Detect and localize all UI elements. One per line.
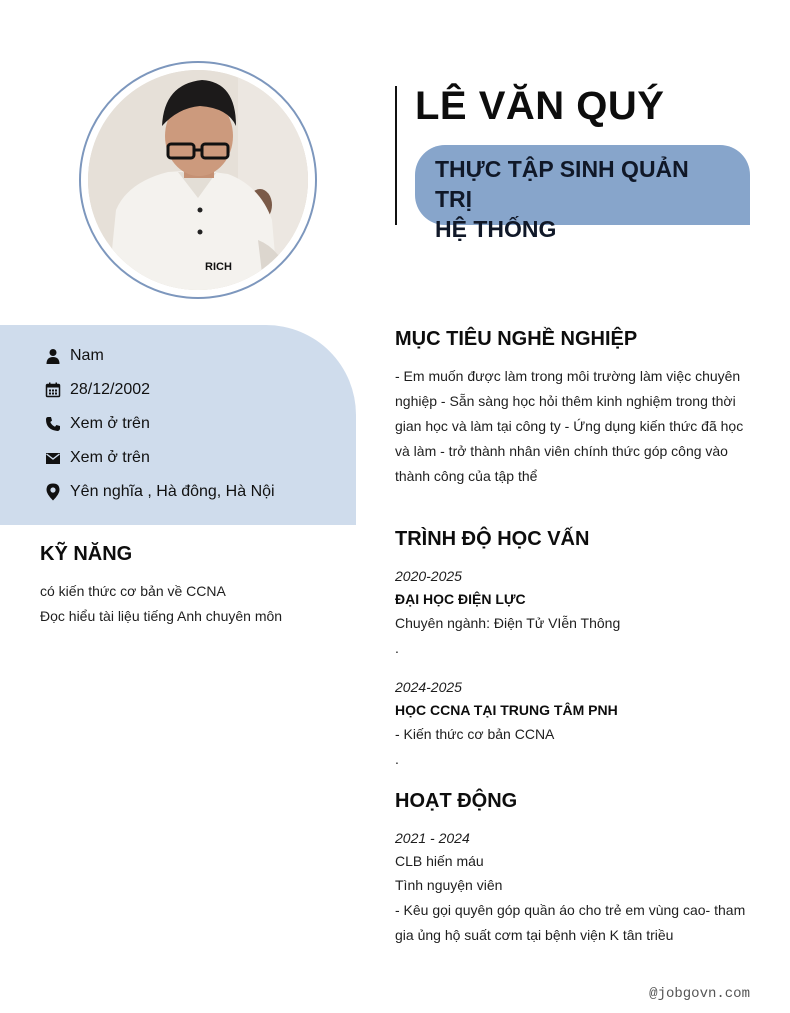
education-detail: - Kiến thức cơ bản CCNA — [395, 726, 555, 742]
address-text: Yên nghĩa , Hà đông, Hà Nội — [70, 483, 275, 500]
phone-icon — [44, 415, 62, 433]
person-icon — [44, 347, 62, 365]
birthday-text: 28/12/2002 — [70, 381, 151, 398]
skill-item: có kiến thức cơ bản về CCNA — [40, 583, 226, 599]
objective-line: nghiệp - Sẵn sàng học hỏi thêm kinh nghiệm trong thời — [395, 393, 736, 409]
location-pin-icon — [44, 483, 62, 501]
calendar-icon — [44, 381, 62, 399]
objective-line: gian học và làm tại công ty - Ứng dụng kiến thức đã học — [395, 418, 744, 434]
job-title-line1: THỰC TẬP SINH QUẢN TRỊ — [435, 156, 689, 212]
education-detail: Chuyên ngành: Điện Tử VIễn Thông — [395, 615, 621, 631]
education-period: 2020-2025 — [395, 568, 462, 584]
objective-line: - Em muốn được làm trong môi trường làm việc chuyên — [395, 368, 741, 384]
activity-desc-line: - Kêu gọi quyên góp quần áo cho trẻ em vùng cao- tham — [395, 902, 746, 918]
objective-line: thành công của tập thể — [395, 468, 538, 484]
objective-line: và làm - trở thành nhân viên chính thức góp công vào — [395, 443, 728, 459]
contact-phone — [44, 414, 150, 434]
mail-icon — [44, 449, 62, 467]
education-note: . — [395, 751, 399, 767]
shirt-print: RICH — [205, 261, 232, 273]
education-period: 2024-2025 — [395, 679, 462, 695]
objective-heading: MỤC TIÊU NGHỀ NGHIỆP — [395, 328, 638, 350]
activity-period: 2021 - 2024 — [395, 830, 470, 846]
email-text: Xem ở trên — [70, 449, 150, 466]
phone-text: Xem ở trên — [70, 415, 150, 432]
contact-email — [44, 448, 150, 468]
activity-desc-line: gia ủng hộ suất cơm tại bệnh viện K tân triều — [395, 927, 674, 943]
activity-role: Tình nguyện viên — [395, 877, 503, 893]
footer-brand: @jobgovn.com — [649, 986, 750, 1002]
contact-address — [44, 482, 275, 502]
header-divider — [395, 86, 397, 225]
avatar — [88, 70, 308, 290]
avatar-photo — [88, 70, 308, 290]
education-heading: TRÌNH ĐỘ HỌC VẤN — [395, 528, 590, 550]
education-school: HỌC CCNA TẠI TRUNG TÂM PNH — [395, 702, 618, 718]
job-title-box — [415, 145, 750, 242]
objective-text — [395, 364, 755, 489]
gender-text: Nam — [70, 347, 104, 364]
skill-item: Đọc hiểu tài liệu tiếng Anh chuyên môn — [40, 608, 283, 624]
candidate-name: LÊ VĂN QUÝ — [415, 84, 665, 128]
contact-birthday — [44, 380, 150, 400]
activities-heading: HOẠT ĐỘNG — [395, 790, 518, 812]
education-school: ĐẠI HỌC ĐIỆN LỰC — [395, 591, 526, 607]
skills-heading: KỸ NĂNG — [40, 543, 133, 565]
contact-gender — [44, 346, 104, 366]
job-title-line2: HỆ THỐNG — [435, 216, 557, 242]
education-note: . — [395, 640, 399, 656]
activity-org: CLB hiến máu — [395, 853, 484, 869]
